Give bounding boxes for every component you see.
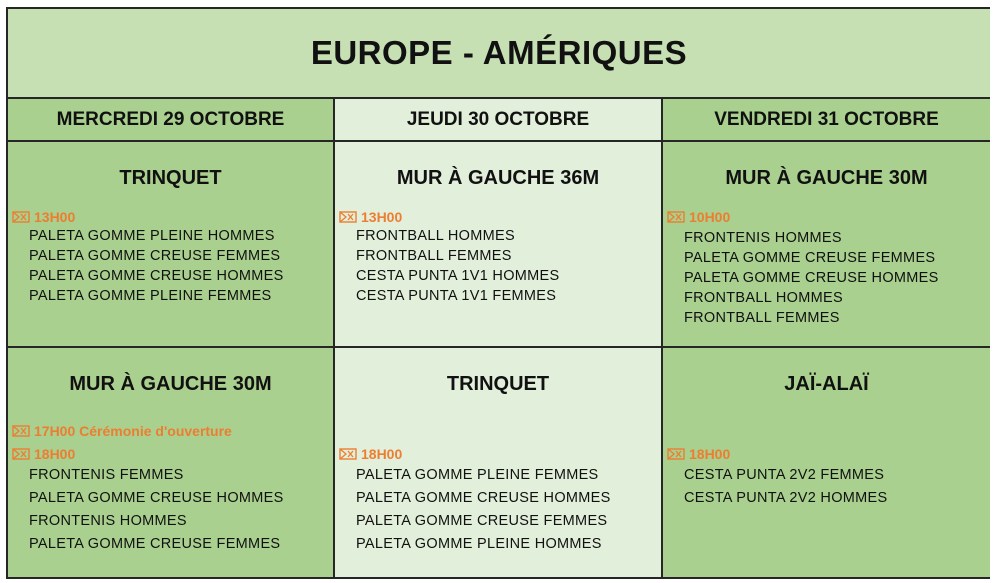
session-wed-1 <box>8 142 335 348</box>
time-slot <box>12 422 329 556</box>
event-item: FRONTENIS HOMMES <box>29 513 187 529</box>
time-slot <box>339 445 657 556</box>
time-slot <box>667 445 986 510</box>
event-item: PALETA GOMME CREUSE HOMMES <box>684 270 939 286</box>
event-item: PALETA GOMME CREUSE HOMMES <box>29 490 284 506</box>
event-item: FRONTBALL FEMMES <box>356 248 512 264</box>
ticket-icon <box>667 211 685 223</box>
time-slot <box>339 208 657 306</box>
event-item: PALETA GOMME CREUSE FEMMES <box>29 248 281 264</box>
time-label: 18H00 <box>689 446 731 462</box>
session-wed-2 <box>8 348 335 577</box>
event-item: PALETA GOMME PLEINE FEMMES <box>356 467 599 483</box>
event-item: PALETA GOMME CREUSE FEMMES <box>684 250 936 266</box>
event-item: PALETA GOMME PLEINE HOMMES <box>356 536 602 552</box>
event-list <box>356 226 657 306</box>
ticket-icon <box>12 425 30 437</box>
venue-title: MUR À GAUCHE 30M <box>725 167 928 189</box>
time-label: 13H00 <box>34 209 76 225</box>
event-item: PALETA GOMME CREUSE HOMMES <box>29 268 284 284</box>
time-label: 13H00 <box>361 209 403 225</box>
time-label: 18H00 <box>34 446 76 462</box>
event-item: FRONTENIS FEMMES <box>29 467 184 483</box>
day-header-wednesday: MERCREDI 29 OCTOBRE <box>8 99 335 142</box>
schedule-board <box>6 7 990 579</box>
session-fri-1 <box>663 142 990 348</box>
session-time <box>12 208 329 226</box>
session-time <box>12 422 329 440</box>
time-slot <box>667 208 986 328</box>
day-header-friday: VENDREDI 31 OCTOBRE <box>663 99 990 142</box>
time-label: 17H00 Cérémonie d'ouverture <box>34 423 232 439</box>
event-item: PALETA GOMME PLEINE HOMMES <box>29 228 275 244</box>
event-item: FRONTBALL HOMMES <box>684 290 843 306</box>
time-label: 10H00 <box>689 209 731 225</box>
ticket-icon <box>339 448 357 460</box>
ticket-icon <box>667 448 685 460</box>
session-thu-1 <box>335 142 663 348</box>
venue-title: TRINQUET <box>446 373 550 395</box>
session-time <box>12 445 329 463</box>
session-fri-2 <box>663 348 990 577</box>
session-thu-2 <box>335 348 663 577</box>
event-item: CESTA PUNTA 1V1 FEMMES <box>356 288 557 304</box>
venue-title: MUR À GAUCHE 36M <box>396 167 600 189</box>
ticket-icon <box>339 211 357 223</box>
event-list <box>356 464 657 556</box>
page-title: EUROPE - AMÉRIQUES <box>8 9 990 99</box>
event-list <box>684 464 986 510</box>
event-list <box>29 226 329 306</box>
event-item: CESTA PUNTA 2V2 HOMMES <box>684 490 888 506</box>
day-header-thursday: JEUDI 30 OCTOBRE <box>335 99 663 142</box>
event-item: FRONTBALL FEMMES <box>684 310 840 326</box>
time-slot <box>12 208 329 306</box>
ticket-icon <box>12 211 30 223</box>
event-item: CESTA PUNTA 2V2 FEMMES <box>684 467 885 483</box>
event-item: CESTA PUNTA 1V1 HOMMES <box>356 268 560 284</box>
event-item: FRONTENIS HOMMES <box>684 230 842 246</box>
ticket-icon <box>12 448 30 460</box>
event-item: PALETA GOMME PLEINE FEMMES <box>29 288 272 304</box>
event-list <box>684 228 986 328</box>
event-list <box>29 464 329 556</box>
session-time <box>667 445 986 463</box>
time-label: 18H00 <box>361 446 403 462</box>
event-item: PALETA GOMME CREUSE FEMMES <box>29 536 281 552</box>
event-item: FRONTBALL HOMMES <box>356 228 515 244</box>
venue-title: TRINQUET <box>119 167 222 189</box>
session-time <box>339 208 657 226</box>
venue-title: MUR À GAUCHE 30M <box>69 373 272 395</box>
session-time <box>667 208 986 226</box>
session-time <box>339 445 657 463</box>
event-item: PALETA GOMME CREUSE HOMMES <box>356 490 611 506</box>
event-item: PALETA GOMME CREUSE FEMMES <box>356 513 608 529</box>
venue-title: JAÏ-ALAÏ <box>784 373 869 395</box>
